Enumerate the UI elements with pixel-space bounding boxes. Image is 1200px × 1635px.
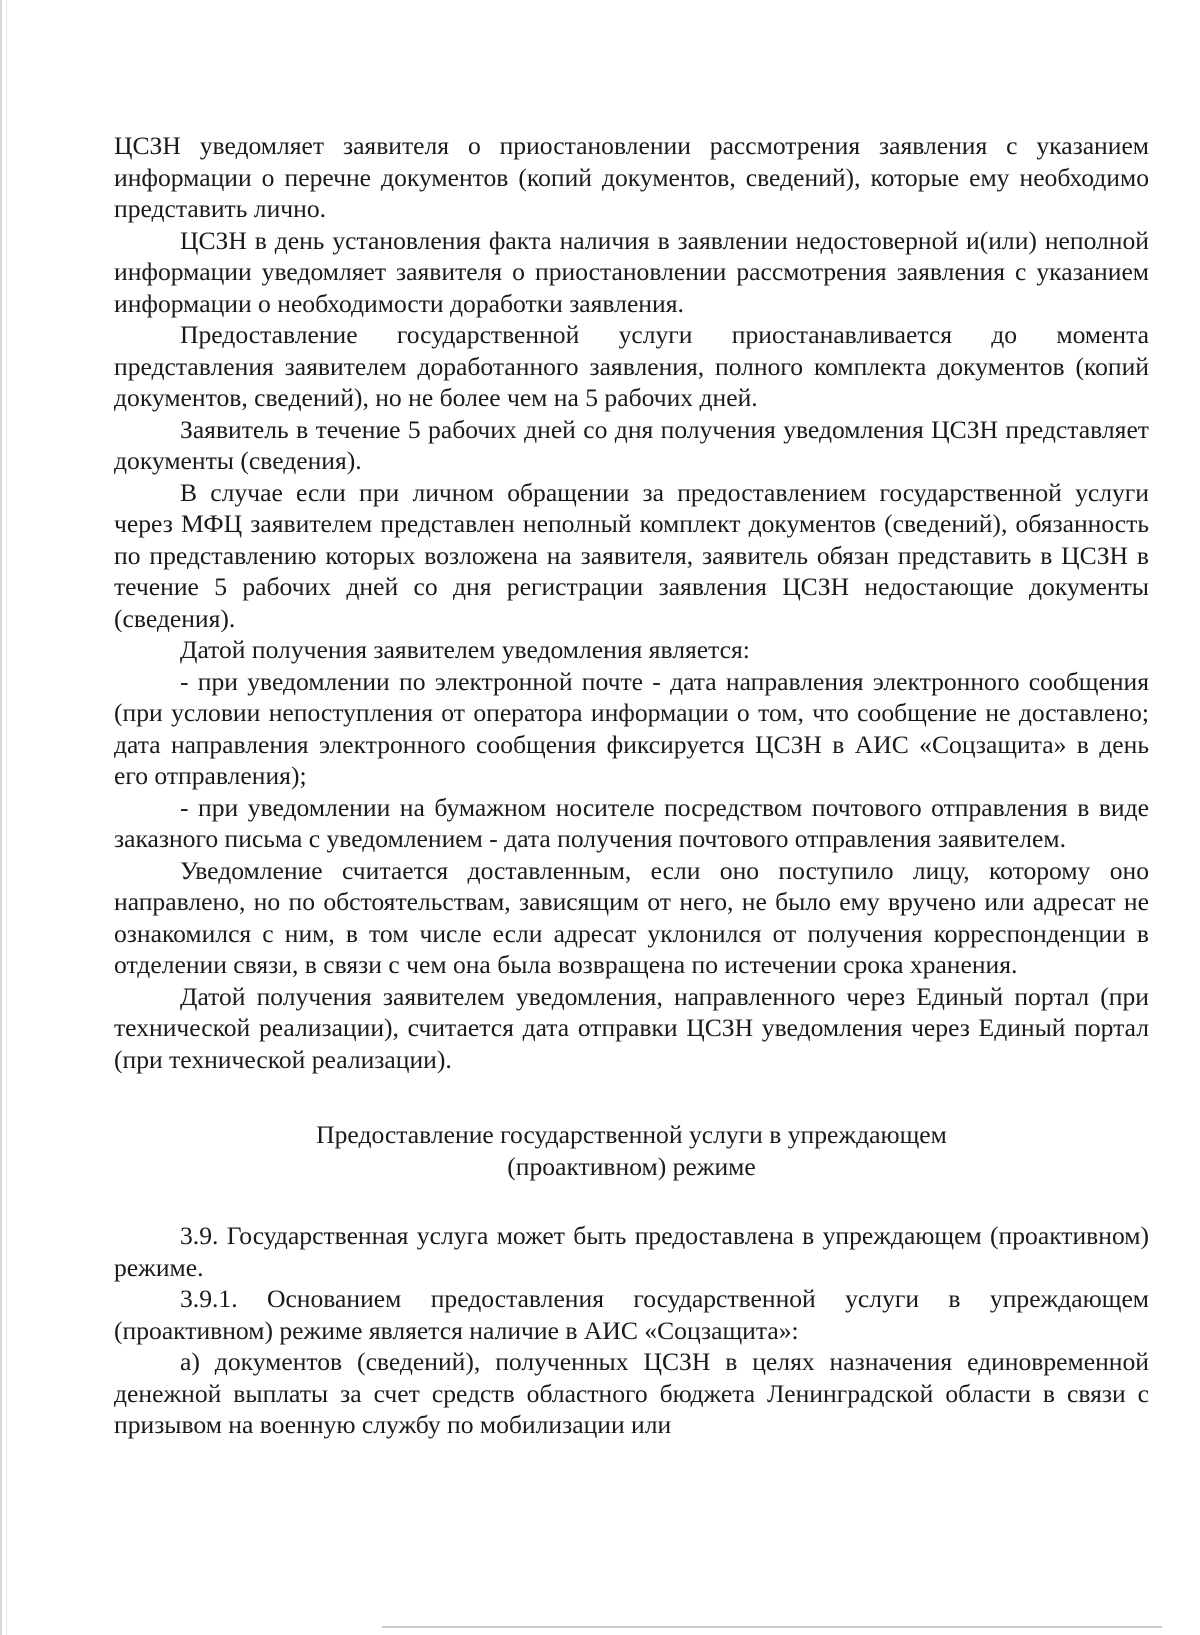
paragraph-notice-date: Датой получения заявителем уведомления является:: [180, 635, 750, 664]
section-heading: [114, 1119, 1149, 1182]
paragraph-portal-notice: Датой получения заявителем уведомления, направленного через Единый портал (при технической реализации), считается дата отправки ЦСЗН уведомления через Единый портал (при технической реализации).: [114, 981, 1149, 1074]
scan-left-edge: [6, 0, 7, 1635]
section-heading-line-2: (проактивном) режиме: [507, 1151, 756, 1181]
paragraph-3-9-1: 3.9.1. Основанием предоставления государственной услуги в упреждающем (проактивном) режиме является наличие в АИС «Соцзащита»:: [114, 1284, 1149, 1345]
paragraph-incomplete-info: ЦСЗН в день установления факта наличия в заявлении недостоверной и(или) неполной информации уведомляет заявителя о приостановлении рассмотрения заявления с указанием информации о необходимости доработки заявления.: [114, 225, 1149, 318]
scan-bottom-edge: [382, 1626, 1162, 1628]
paragraph-service-suspended: Предоставление государственной услуги приостанавливается до момента представления заявителем доработанного заявления, полного комплекта документов (копий документов, сведений), но не более чем на 5 рабочих дней.: [114, 320, 1149, 412]
paragraph-3-9: 3.9. Государственная услуга может быть предоставлена в упреждающем (проактивном) режиме.: [114, 1221, 1149, 1282]
list-item-email-notice: - при уведомлении по электронной почте - дата направления электронного сообщения (при условии непоступления от оператора информации о том, что сообщение не доставлено; дата направления электронного сообщения фиксируется ЦСЗН в АИС «Соцзащита» в день его отправления);: [114, 666, 1149, 790]
list-item-a-documents: а) документов (сведений), полученных ЦСЗН в целях назначения единовременной денежной выплаты за счет средств областного бюджета Ленинградской области в связи с призывом на военную службу по мобилизации или: [114, 1347, 1149, 1439]
list-item-paper-notice: - при уведомлении на бумажном носителе посредством почтового отправления в виде заказного письма с уведомлением - дата получения почтового отправления заявителем.: [114, 792, 1149, 853]
paragraph-notice-suspension: ЦСЗН уведомляет заявителя о приостановлении рассмотрения заявления с указанием информации о перечне документов (копий документов, сведений), которые ему необходимо представить лично.: [114, 131, 1149, 223]
paragraph-mfc-incomplete: В случае если при личном обращении за предоставлением государственной услуги через МФЦ заявителем представлен неполный комплект документов (сведений), обязанность по представлению которых возложена на заявителя, заявитель обязан представить в ЦСЗН в течение 5 рабочих дней со дня регистрации заявления ЦСЗН недостающие документы (сведения).: [114, 477, 1149, 633]
paragraph-notice-delivered: Уведомление считается доставленным, если оно поступило лицу, которому оно направлено, но по обстоятельствам, зависящим от него, не было ему вручено или адресат не ознакомился с ним, в том числе если адресат уклонился от получения корреспонденции в отделении связи, в связи с чем она была возвращена по истечении срока хранения.: [114, 855, 1149, 979]
section-heading-line-1: Предоставление государственной услуги в упреждающем: [316, 1120, 947, 1149]
document-body: [114, 130, 1149, 1441]
paragraph-applicant-submits: Заявитель в течение 5 рабочих дней со дня получения уведомления ЦСЗН представляет документы (сведения).: [114, 414, 1149, 475]
